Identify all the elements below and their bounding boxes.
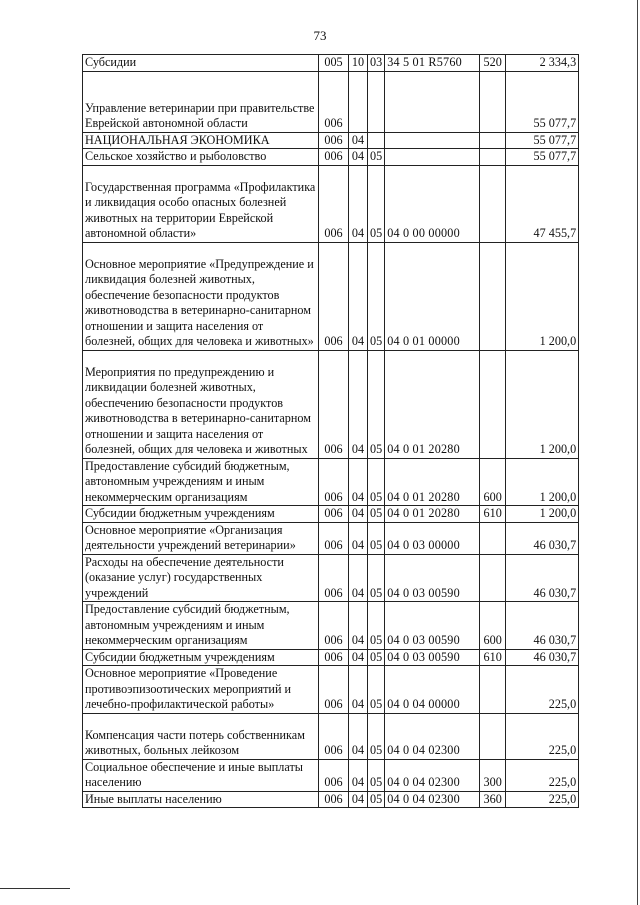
row-rz-cell: 04: [349, 522, 368, 554]
row-rz-cell: 10: [349, 55, 368, 72]
table-row: [83, 165, 579, 242]
row-amount-cell: 225,0: [506, 666, 579, 714]
row-vr-cell: 610: [480, 506, 506, 523]
row-pr-cell: 05: [368, 791, 385, 808]
table-row: [83, 149, 579, 166]
row-csr-cell: [385, 149, 480, 166]
row-csr-cell: 04 0 04 02300: [385, 759, 480, 791]
row-pr-cell: 05: [368, 713, 385, 759]
row-pr-cell: 05: [368, 666, 385, 714]
row-name-cell: Основное мероприятие «Организация деятельности учреждений ветеринарии»: [83, 522, 319, 554]
row-csr-cell: 04 0 00 00000: [385, 165, 480, 242]
row-pr-cell: 03: [368, 55, 385, 72]
row-pr-cell: 05: [368, 242, 385, 350]
row-csr-cell: 34 5 01 R5760: [385, 55, 480, 72]
table-row: [83, 242, 579, 350]
row-rz-cell: 04: [349, 713, 368, 759]
row-name-cell: Предоставление субсидий бюджетным, автономным учреждениям и иным некоммерческим организациям: [83, 458, 319, 506]
row-csr-cell: 04 0 04 02300: [385, 713, 480, 759]
row-pr-cell: 05: [368, 149, 385, 166]
row-rz-cell: 04: [349, 666, 368, 714]
row-vr-cell: [480, 165, 506, 242]
row-gr-cell: 006: [319, 149, 349, 166]
row-gr-cell: 006: [319, 791, 349, 808]
page-edge-line: [637, 0, 638, 905]
table-row: [83, 350, 579, 458]
row-pr-cell: 05: [368, 554, 385, 602]
table-row: [83, 666, 579, 714]
row-name-cell: Предоставление субсидий бюджетным, автономным учреждениям и иным некоммерческим организациям: [83, 602, 319, 650]
row-name-cell: Расходы на обеспечение деятельности (оказание услуг) государственных учреждений: [83, 554, 319, 602]
row-rz-cell: 04: [349, 350, 368, 458]
row-rz-cell: 04: [349, 554, 368, 602]
row-amount-cell: 1 200,0: [506, 458, 579, 506]
table-row: [83, 506, 579, 523]
row-pr-cell: 05: [368, 165, 385, 242]
row-vr-cell: [480, 350, 506, 458]
row-pr-cell: 05: [368, 350, 385, 458]
row-name-cell: Субсидии: [83, 55, 319, 72]
row-rz-cell: 04: [349, 149, 368, 166]
row-amount-cell: 1 200,0: [506, 242, 579, 350]
row-gr-cell: 006: [319, 666, 349, 714]
row-gr-cell: 006: [319, 132, 349, 149]
table-row: [83, 649, 579, 666]
row-pr-cell: 05: [368, 759, 385, 791]
row-vr-cell: [480, 713, 506, 759]
row-rz-cell: 04: [349, 132, 368, 149]
row-vr-cell: [480, 132, 506, 149]
row-amount-cell: 46 030,7: [506, 554, 579, 602]
row-csr-cell: 04 0 04 00000: [385, 666, 480, 714]
footnote-rule: [0, 888, 70, 889]
row-name-cell: Основное мероприятие «Проведение противоэпизоотических мероприятий и лечебно-профилактической работы»: [83, 666, 319, 714]
row-csr-cell: 04 0 01 20280: [385, 458, 480, 506]
row-gr-cell: 006: [319, 522, 349, 554]
page-number: 73: [313, 28, 327, 43]
row-csr-cell: [385, 132, 480, 149]
row-amount-cell: 55 077,7: [506, 132, 579, 149]
table-row: [83, 132, 579, 149]
row-pr-cell: [368, 71, 385, 132]
row-csr-cell: 04 0 01 20280: [385, 350, 480, 458]
table-row: [83, 602, 579, 650]
row-vr-cell: [480, 71, 506, 132]
row-csr-cell: 04 0 03 00590: [385, 602, 480, 650]
table-row: [83, 791, 579, 808]
row-csr-cell: 04 0 03 00000: [385, 522, 480, 554]
row-name-cell: Субсидии бюджетным учреждениям: [83, 506, 319, 523]
row-vr-cell: 600: [480, 458, 506, 506]
row-rz-cell: 04: [349, 458, 368, 506]
row-vr-cell: 520: [480, 55, 506, 72]
row-vr-cell: [480, 666, 506, 714]
row-pr-cell: [368, 132, 385, 149]
row-gr-cell: 006: [319, 458, 349, 506]
row-csr-cell: [385, 71, 480, 132]
row-name-cell: Иные выплаты населению: [83, 791, 319, 808]
row-rz-cell: 04: [349, 506, 368, 523]
row-gr-cell: 006: [319, 165, 349, 242]
row-name-cell: Социальное обеспечение и иные выплаты населению: [83, 759, 319, 791]
row-pr-cell: 05: [368, 506, 385, 523]
row-vr-cell: 360: [480, 791, 506, 808]
row-pr-cell: 05: [368, 522, 385, 554]
row-gr-cell: 006: [319, 713, 349, 759]
row-vr-cell: [480, 149, 506, 166]
table-row: [83, 71, 579, 132]
row-gr-cell: 006: [319, 759, 349, 791]
row-name-cell: Сельское хозяйство и рыболовство: [83, 149, 319, 166]
row-name-cell: Субсидии бюджетным учреждениям: [83, 649, 319, 666]
table-body: [83, 55, 579, 808]
row-csr-cell: 04 0 01 20280: [385, 506, 480, 523]
row-amount-cell: 55 077,7: [506, 149, 579, 166]
row-amount-cell: 2 334,3: [506, 55, 579, 72]
row-gr-cell: 006: [319, 506, 349, 523]
row-rz-cell: 04: [349, 165, 368, 242]
row-rz-cell: [349, 71, 368, 132]
row-gr-cell: 006: [319, 71, 349, 132]
row-name-cell: Компенсация части потерь собственникам животных, больных лейкозом: [83, 713, 319, 759]
row-name-cell: Основное мероприятие «Предупреждение и ликвидация болезней животных, обеспечение безопасности продуктов животноводства в ветеринарно-санитарном отношении и защита населения от болезней, общих для человека и животных»: [83, 242, 319, 350]
row-vr-cell: [480, 522, 506, 554]
row-amount-cell: 1 200,0: [506, 506, 579, 523]
row-amount-cell: 55 077,7: [506, 71, 579, 132]
row-vr-cell: 610: [480, 649, 506, 666]
row-gr-cell: 006: [319, 350, 349, 458]
budget-table: [82, 54, 579, 808]
row-amount-cell: 225,0: [506, 759, 579, 791]
row-csr-cell: 04 0 01 00000: [385, 242, 480, 350]
row-name-cell: НАЦИОНАЛЬНАЯ ЭКОНОМИКА: [83, 132, 319, 149]
row-vr-cell: 300: [480, 759, 506, 791]
row-amount-cell: 225,0: [506, 713, 579, 759]
row-amount-cell: 46 030,7: [506, 522, 579, 554]
row-amount-cell: 47 455,7: [506, 165, 579, 242]
table-row: [83, 713, 579, 759]
table-row: [83, 522, 579, 554]
row-gr-cell: 006: [319, 242, 349, 350]
table-row: [83, 759, 579, 791]
row-rz-cell: 04: [349, 649, 368, 666]
row-rz-cell: 04: [349, 791, 368, 808]
row-amount-cell: 46 030,7: [506, 649, 579, 666]
row-amount-cell: 1 200,0: [506, 350, 579, 458]
row-rz-cell: 04: [349, 242, 368, 350]
row-name-cell: Государственная программа «Профилактика и ликвидация особо опасных болезней животных на территории Еврейской автономной области»: [83, 165, 319, 242]
row-vr-cell: [480, 242, 506, 350]
table-row: [83, 458, 579, 506]
row-pr-cell: 05: [368, 458, 385, 506]
table-row: [83, 55, 579, 72]
row-pr-cell: 05: [368, 602, 385, 650]
row-name-cell: Мероприятия по предупреждению и ликвидации болезней животных, обеспечению безопасности продуктов животноводства в ветеринарно-санитарном отношении и защита населения от болезней, общих для человека и животных: [83, 350, 319, 458]
row-rz-cell: 04: [349, 602, 368, 650]
row-vr-cell: [480, 554, 506, 602]
table-row: [83, 554, 579, 602]
row-pr-cell: 05: [368, 649, 385, 666]
row-gr-cell: 006: [319, 554, 349, 602]
row-name-cell: Управление ветеринарии при правительстве Еврейской автономной области: [83, 71, 319, 132]
row-gr-cell: 006: [319, 649, 349, 666]
row-gr-cell: 006: [319, 602, 349, 650]
row-csr-cell: 04 0 03 00590: [385, 554, 480, 602]
row-csr-cell: 04 0 04 02300: [385, 791, 480, 808]
row-csr-cell: 04 0 03 00590: [385, 649, 480, 666]
row-gr-cell: 005: [319, 55, 349, 72]
row-vr-cell: 600: [480, 602, 506, 650]
row-amount-cell: 46 030,7: [506, 602, 579, 650]
row-amount-cell: 225,0: [506, 791, 579, 808]
row-rz-cell: 04: [349, 759, 368, 791]
